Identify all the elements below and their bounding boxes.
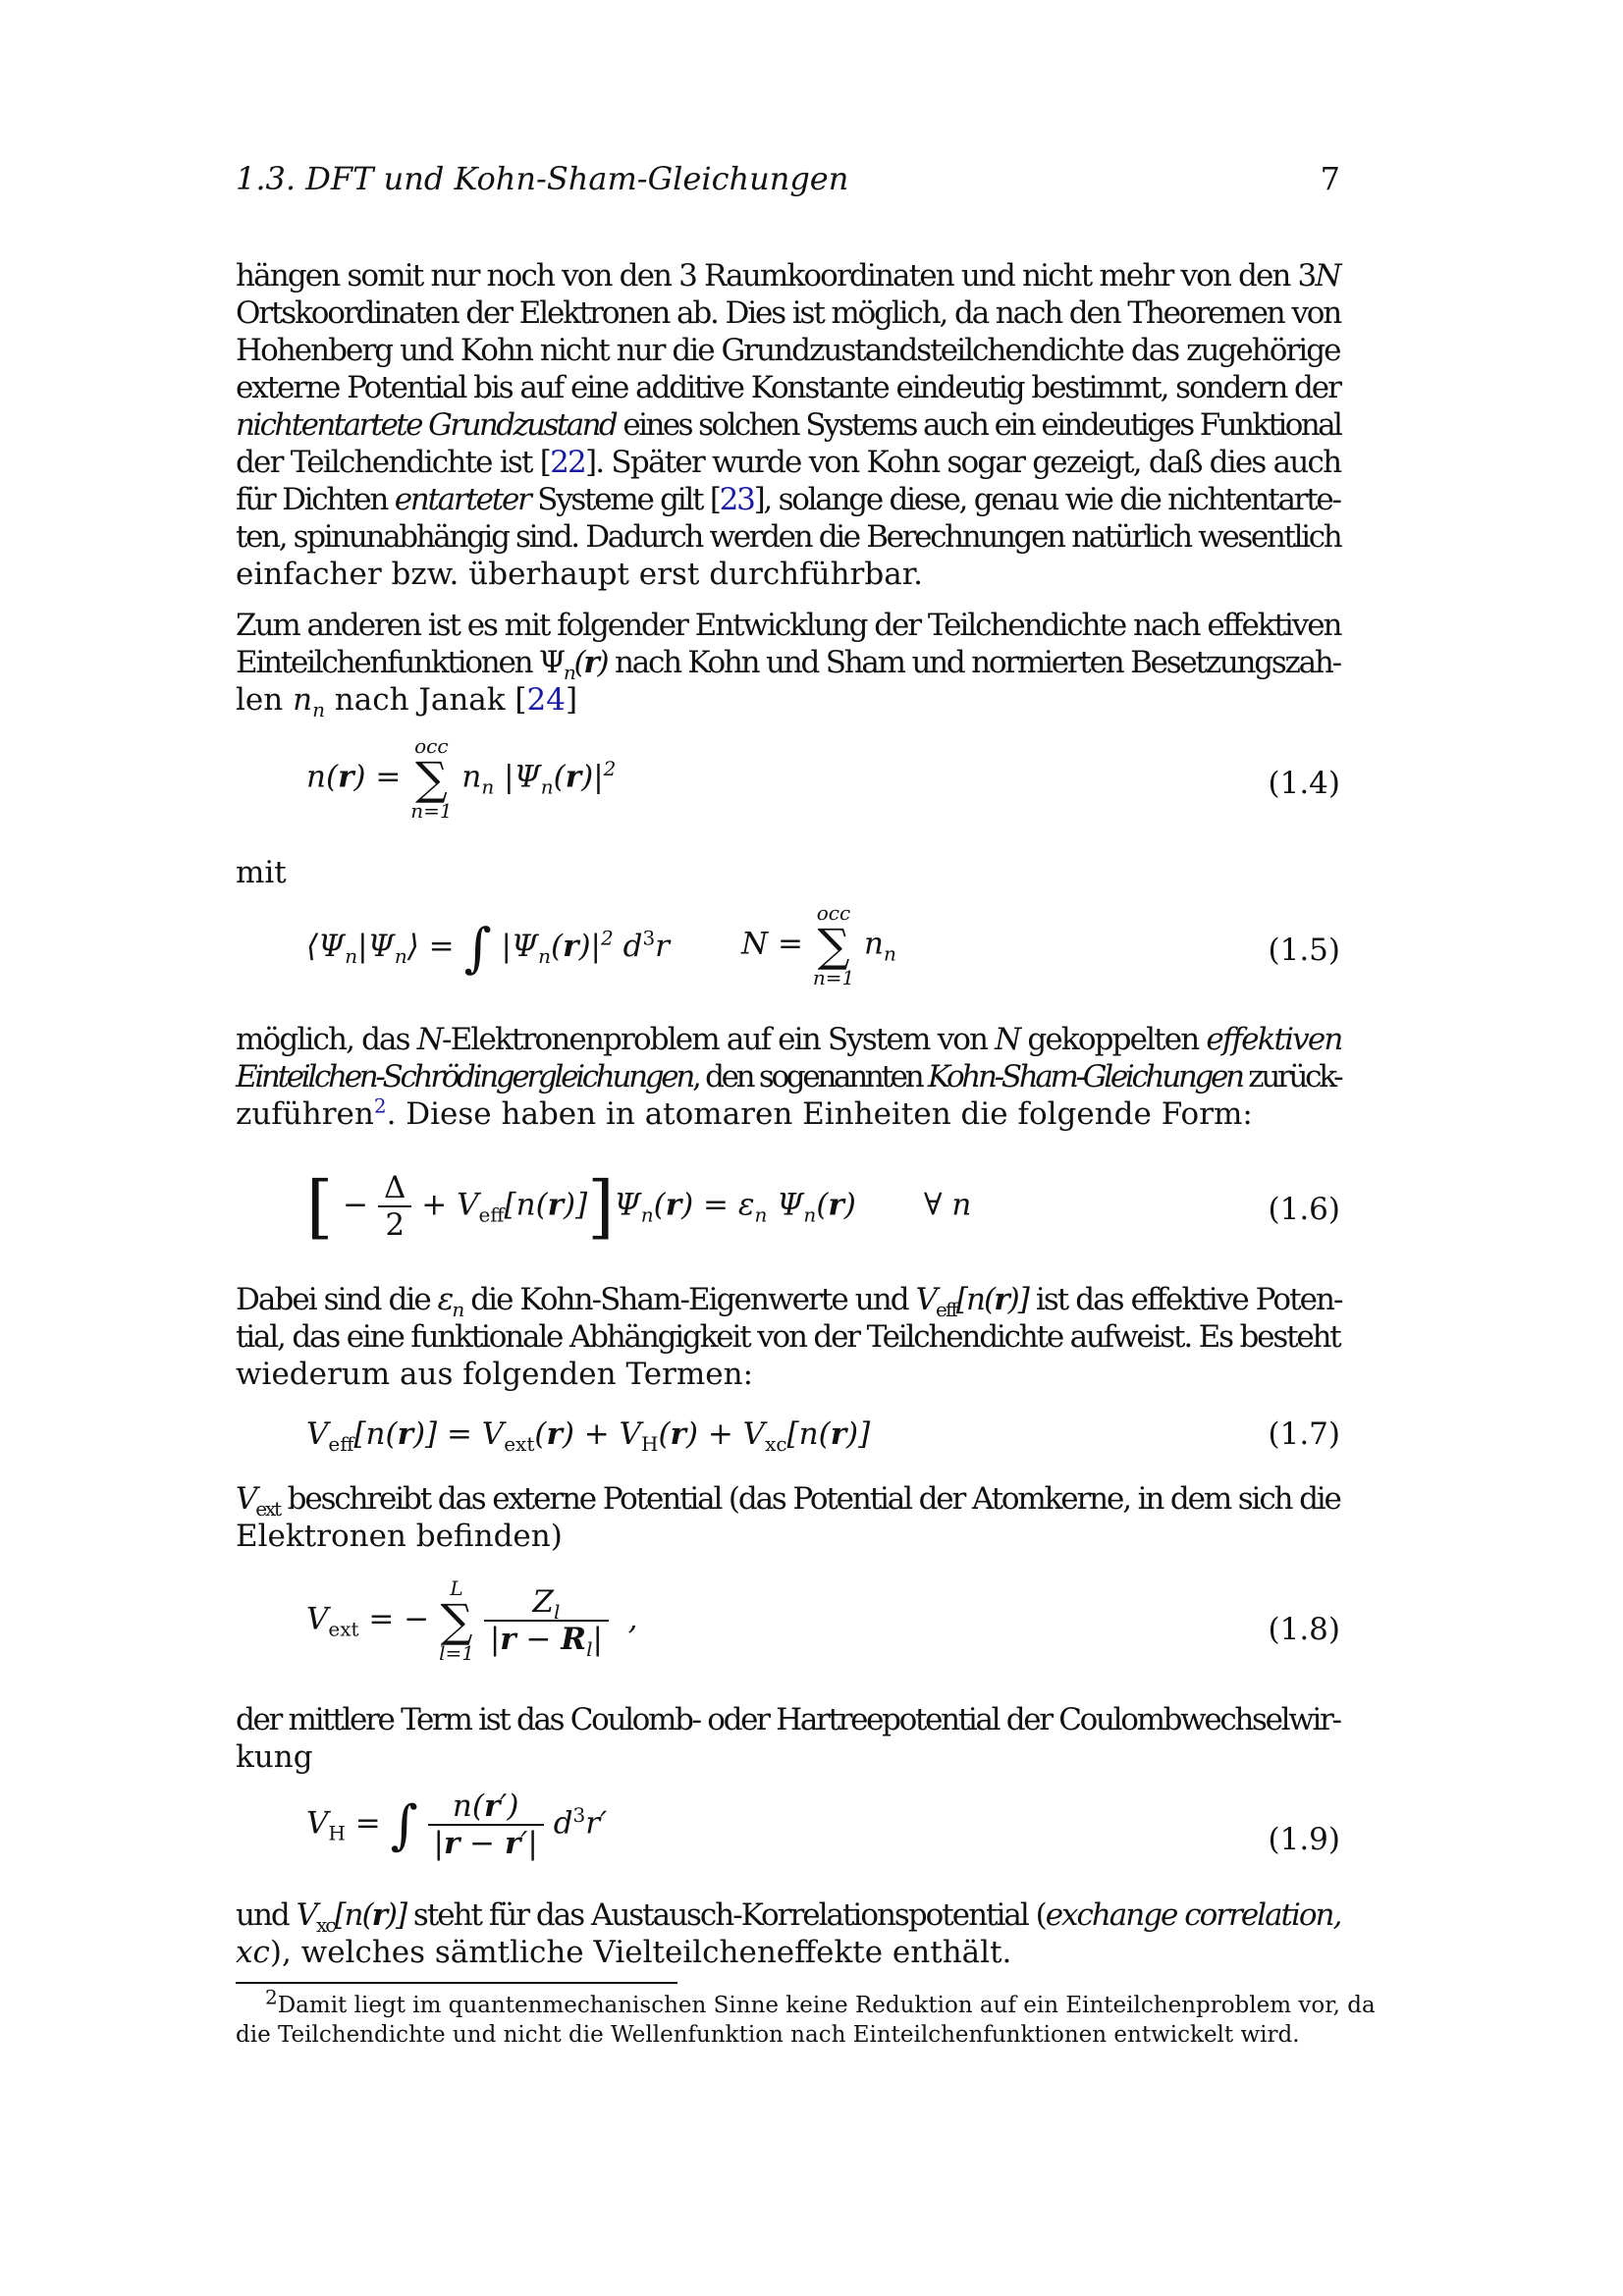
text-line: $V_{ext}$ beschreibt das externe Potential (das Potential der Atomkerne, in dem sich die (236, 1481, 1340, 1522)
equation-number: (1.9) (1268, 1822, 1340, 1857)
paragraph-1 (236, 257, 1340, 593)
paragraph-4 (236, 1281, 1340, 1393)
equation-1-8: $V_{ext}$ = − L ∑ l=1 $\frac{Z_l}{|r - R_l|}$ , (1.8) (306, 1576, 1340, 1665)
paragraph-7 (236, 1896, 1340, 1971)
equation-1-7: $V_{eff}[n(r)] = V_{ext}(r) + V_H(r) + V_{xc}[n(r)]$ (1.7) (306, 1416, 1340, 1457)
citation-link[interactable]: 23 (719, 482, 754, 517)
equation-number: (1.6) (1268, 1192, 1340, 1227)
equation-number: (1.5) (1268, 933, 1340, 968)
text-line: nichtentartete Grundzustand eines solchen Systems auch ein eindeutiges Funktional (236, 407, 1341, 443)
footnote-rule (236, 1982, 677, 1984)
equation-1-5: $⟨\Psi_n|\Psi_n⟩$ = ∫ $|\Psi_n(r)|^2$ $d^3r$ N = occ ∑ n=1 $n_n$ (1.5) (306, 901, 1340, 989)
equation-1-4: n(r) = occ ∑ n=1 $n_n$ $|\Psi_n(r)|^2$ (1.4) (306, 734, 1340, 823)
footnote (236, 1985, 1376, 2050)
text-line: zuführen$^2$. Diese haben in atomaren Einheiten die folgende Form: (236, 1094, 1253, 1132)
footnote-line: die Teilchendichte und nicht die Wellenfunktion nach Einteilchenfunktionen entwickelt wird. (236, 2022, 1300, 2048)
paragraph-2 (236, 607, 1341, 722)
equation-number: (1.7) (1268, 1416, 1340, 1452)
paragraph-6 (236, 1701, 1340, 1776)
text-line: xc), welches sämtliche Vielteilcheneffekte enthält. (236, 1935, 1012, 1970)
text-line: hängen somit nur noch von den 3 Raumkoordinaten und nicht mehr von den 3N (236, 258, 1340, 294)
text-line: Hohenberg und Kohn nicht nur die Grundzustandsteilchendichte das zugehörige (236, 333, 1340, 368)
text-line: tial, das eine funktionale Abhängigkeit von der Teilchendichte aufweist. Es besteht (236, 1319, 1340, 1355)
section-title: 1.3. DFT und Kohn-Sham-Gleichungen (236, 160, 849, 197)
text-line: für Dichten entarteter Systeme gilt [23], solange diese, genau wie die nichtentarte- (236, 482, 1340, 517)
running-header (236, 160, 1340, 203)
text-line: möglich, das N-Elektronenproblem auf ein System von N gekoppelten effektiven (236, 1022, 1342, 1057)
equation-1-9: $V_H$ = ∫ $\frac{n(r')}{|r - r'|}$ $d^3r'$ (1.9) (306, 1789, 1340, 1861)
equation-number: (1.8) (1268, 1612, 1340, 1647)
text-line: einfacher bzw. überhaupt erst durchführbar. (236, 557, 923, 592)
text-line: Einteilchen-Schrödingergleichungen, den sogenannten Kohn-Sham-Gleichungen zurück- (236, 1059, 1341, 1095)
text-line: wiederum aus folgenden Termen: (236, 1357, 754, 1392)
paragraph-3 (236, 1021, 1340, 1133)
text-line: len $n_n$ nach Janak [24] (236, 682, 578, 722)
footnote-line: 2Damit liegt im quantenmechanischen Sinne keine Reduktion auf ein Einteilchenproblem vor, da (265, 1985, 1376, 2018)
text-line: Einteilchenfunktionen $\Psi_n(r)$ nach Kohn und Sham und normierten Besetzungszah- (236, 645, 1340, 685)
equation-number: (1.4) (1268, 766, 1340, 801)
text-line: Elektronen befinden) (236, 1519, 563, 1554)
text-line: ten, spinunabhängig sind. Dadurch werden die Berechnungen natürlich wesentlich (236, 519, 1341, 555)
text-line: kung (236, 1739, 313, 1775)
footnote-link[interactable]: 2 (373, 1094, 387, 1118)
equation-1-6: [ − $\frac{\Delta}{2}$ + $V_{eff}[n(r)]]\Psi_n(r) = \varepsilon_n$ $\Psi_n(r)$ ∀ n (1.6) (306, 1166, 1340, 1247)
paragraph-5 (236, 1480, 1340, 1555)
text-line: der mittlere Term ist das Coulomb- oder Hartreepotential der Coulombwechselwir- (236, 1702, 1340, 1737)
text-line: externe Potential bis auf eine additive Konstante eindeutig bestimmt, sondern der (236, 370, 1340, 405)
page-number: 7 (1320, 160, 1340, 197)
citation-link[interactable]: 22 (550, 445, 585, 480)
text-line: Ortskoordinaten der Elektronen ab. Dies ist möglich, da nach den Theoremen von (236, 295, 1341, 331)
text-mit: mit (236, 855, 287, 890)
text-line: der Teilchendichte ist [22]. Später wurde von Kohn sogar gezeigt, daß dies auch (236, 445, 1341, 480)
citation-link[interactable]: 24 (526, 682, 566, 718)
text-line: Dabei sind die $\varepsilon_n$ die Kohn-Sham-Eigenwerte und $V_{eff}[n(r)]$ ist das effektive Poten- (236, 1282, 1342, 1322)
text-line: Zum anderen ist es mit folgender Entwicklung der Teilchendichte nach effektiven (236, 608, 1341, 643)
text-line: und $V_{xc}[n(r)]$ steht für das Austausch-Korrelationspotential (exchange correlation, (236, 1897, 1341, 1938)
